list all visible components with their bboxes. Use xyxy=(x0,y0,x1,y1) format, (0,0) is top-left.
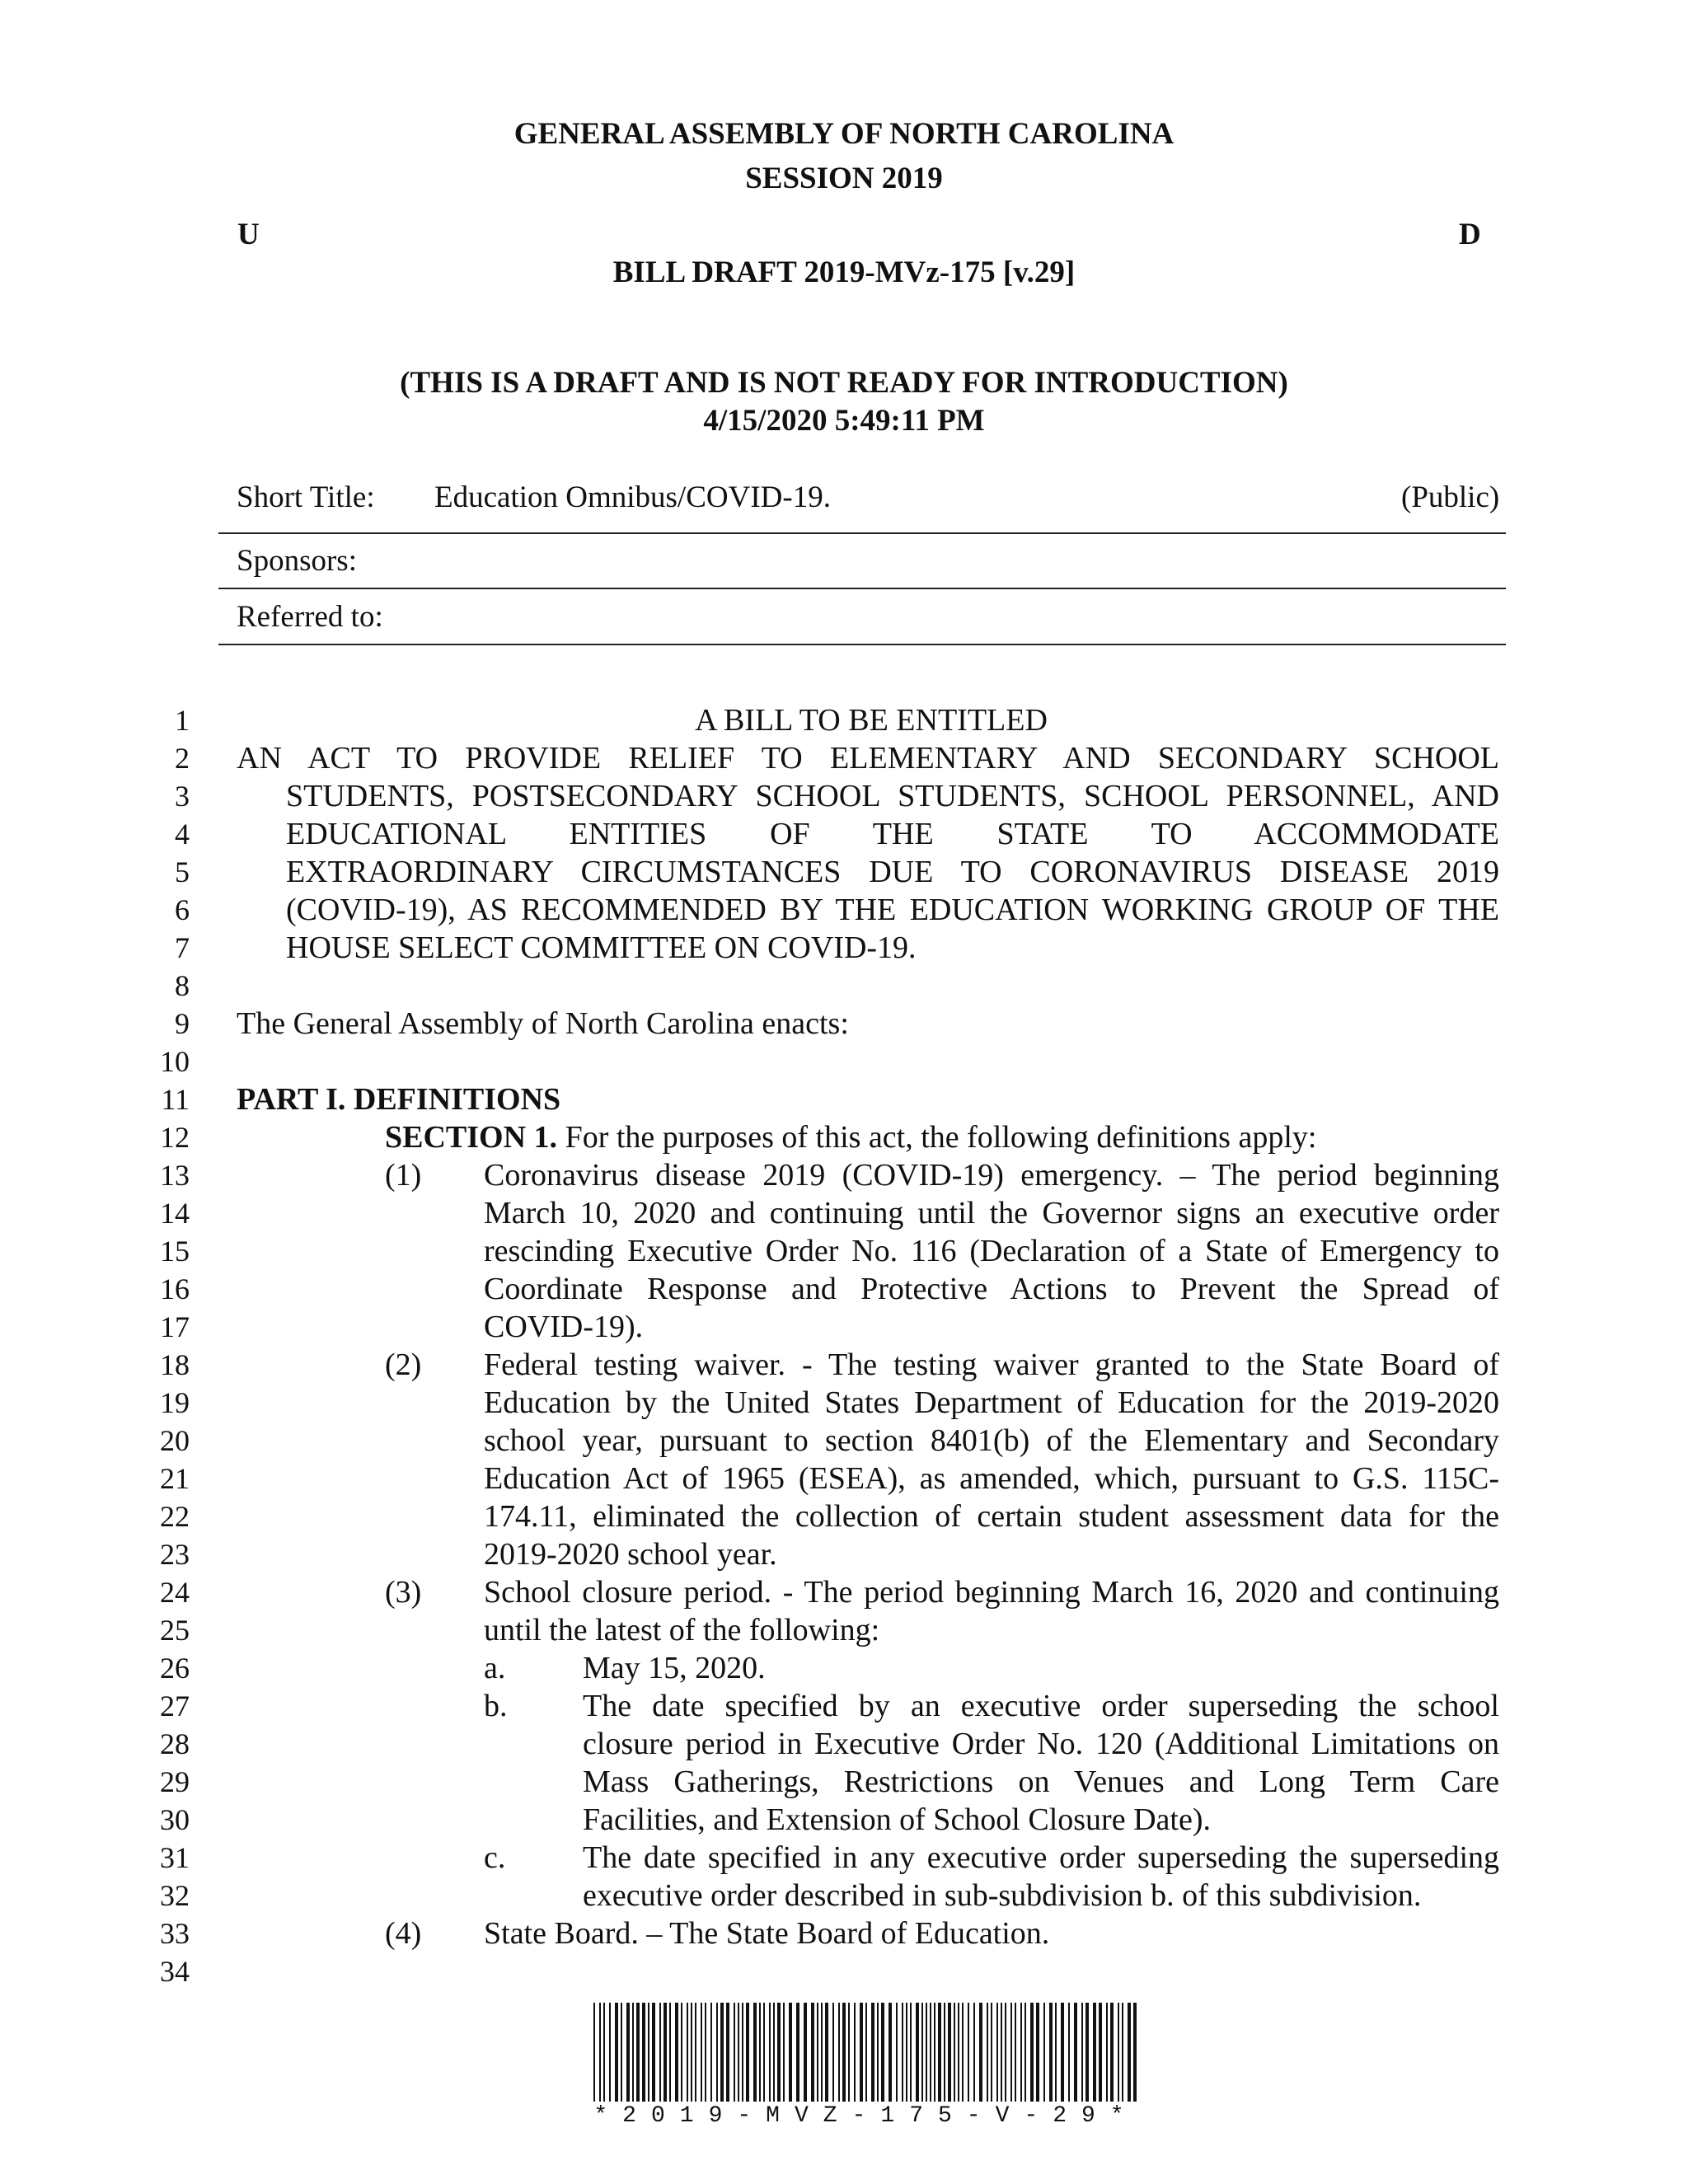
definition-line: Facilities, and Extension of School Closure Date). xyxy=(583,1802,1211,1837)
line-number: 16 xyxy=(160,1272,190,1305)
barcode-bar xyxy=(991,2003,992,2102)
barcode-text: *2019-MVZ-175-V-29* xyxy=(593,2103,1139,2129)
barcode-bar xyxy=(663,2003,667,2102)
barcode-bar xyxy=(599,2003,601,2102)
barcode-bar xyxy=(773,2003,775,2102)
barcode-bar xyxy=(1055,2003,1057,2102)
act-title-line: HOUSE SELECT COMMITTEE ON COVID-19. xyxy=(286,930,917,965)
sub-subdivision-marker: c. xyxy=(484,1840,506,1875)
barcode-bar xyxy=(1081,2003,1083,2102)
barcode-bar xyxy=(877,2003,879,2102)
barcode-bar xyxy=(1001,2003,1002,2102)
barcode-bar xyxy=(659,2003,661,2102)
barcode-bar xyxy=(910,2003,912,2102)
definition-line: closure period in Executive Order No. 120 (Additional Limitations on xyxy=(583,1727,1499,1761)
barcode-bar xyxy=(906,2003,907,2102)
barcode-bar xyxy=(753,2003,757,2102)
barcode-bar xyxy=(726,2003,729,2102)
line-number: 27 xyxy=(160,1690,190,1722)
line-number: 9 xyxy=(175,1007,190,1040)
line-number: 3 xyxy=(175,780,190,813)
barcode-bar xyxy=(1043,2003,1045,2102)
barcode-bar xyxy=(1110,2003,1114,2102)
line-number: 18 xyxy=(160,1348,190,1381)
definition-line: The date specified by an executive order superseding the school xyxy=(583,1689,1499,1723)
definition-line: until the latest of the following: xyxy=(484,1613,880,1647)
barcode-bar xyxy=(675,2003,678,2102)
barcode-bar xyxy=(962,2003,964,2102)
definition-line: rescinding Executive Order No. 116 (Declaration of a State of Emergency to xyxy=(484,1234,1499,1268)
barcode-bar xyxy=(896,2003,898,2102)
sub-subdivision-marker: a. xyxy=(484,1651,506,1685)
barcode-bar xyxy=(769,2003,771,2102)
barcode-bar xyxy=(783,2003,785,2102)
line-number: 8 xyxy=(175,969,190,1002)
line-number: 22 xyxy=(160,1500,190,1533)
barcode-bar xyxy=(636,2003,640,2102)
barcode-bar xyxy=(804,2003,807,2102)
line-number: 4 xyxy=(175,818,190,851)
subdivision-marker: (4) xyxy=(385,1916,422,1951)
barcode-bar xyxy=(979,2003,982,2102)
barcode-bar xyxy=(921,2003,923,2102)
barcode-bar xyxy=(881,2003,884,2102)
barcode-bar xyxy=(838,2003,840,2102)
line-number: 21 xyxy=(160,1462,190,1495)
barcode-bar xyxy=(811,2003,814,2102)
referred-label: Referred to: xyxy=(237,600,383,634)
barcode-bar xyxy=(825,2003,828,2102)
barcode-bar xyxy=(593,2003,595,2102)
line-number: 32 xyxy=(160,1879,190,1912)
barcode-bar xyxy=(742,2003,743,2102)
line-number: 30 xyxy=(160,1803,190,1836)
barcode-bar xyxy=(1093,2003,1096,2102)
barcode-bar xyxy=(934,2003,935,2102)
barcode-bar xyxy=(1074,2003,1077,2102)
barcode-bar xyxy=(958,2003,959,2102)
section-intro-text: For the purposes of this act, the following definitions apply: xyxy=(557,1120,1317,1155)
barcode-bar xyxy=(777,2003,781,2102)
barcode-bar xyxy=(652,2003,655,2102)
definition-line: 2019-2020 school year. xyxy=(484,1537,777,1572)
barcode-bar xyxy=(871,2003,874,2102)
barcode-bar xyxy=(1010,2003,1012,2102)
bill-heading: A BILL TO BE ENTITLED xyxy=(695,703,1048,738)
line-number: 2 xyxy=(175,742,190,775)
sponsors-label: Sponsors: xyxy=(237,544,357,578)
barcode-bar xyxy=(1133,2003,1137,2102)
barcode-bar xyxy=(1061,2003,1064,2102)
assembly-title: GENERAL ASSEMBLY OF NORTH CAROLINA xyxy=(513,117,1175,151)
section-label: SECTION 1. xyxy=(385,1120,558,1155)
barcode-bar xyxy=(734,2003,735,2102)
definition-line: Education Act of 1965 (ESEA), as amended, which, pursuant to G.S. 115C- xyxy=(484,1461,1499,1496)
definition-line: executive order described in sub-subdivision b. of this subdivision. xyxy=(583,1878,1422,1913)
barcode-bar xyxy=(1106,2003,1108,2102)
barcode-bar xyxy=(796,2003,799,2102)
enacting-clause: The General Assembly of North Carolina enacts: xyxy=(237,1006,849,1041)
barcode-bar xyxy=(1049,2003,1053,2102)
barcode-bar xyxy=(695,2003,696,2102)
line-number: 12 xyxy=(160,1121,190,1154)
barcode-bar xyxy=(968,2003,969,2102)
definition-line: Coordinate Response and Protective Actions to Prevent the Spread of xyxy=(484,1272,1499,1306)
subdivision-marker: (1) xyxy=(385,1158,422,1193)
barcode-bar xyxy=(926,2003,927,2102)
barcode-bar xyxy=(626,2003,630,2102)
barcode-bar xyxy=(1099,2003,1102,2102)
line-number: 24 xyxy=(160,1576,190,1609)
barcode-bar xyxy=(1020,2003,1022,2102)
barcode-bar xyxy=(1025,2003,1026,2102)
barcode-bar xyxy=(944,2003,945,2102)
definition-line: The date specified in any executive order superseding the superseding xyxy=(583,1840,1499,1875)
barcode-bar xyxy=(716,2003,718,2102)
barcode-bar xyxy=(996,2003,998,2102)
barcode-bar xyxy=(603,2003,605,2102)
act-title-line: EDUCATIONAL ENTITIES OF THE STATE TO ACCOMMODATE xyxy=(286,817,1499,851)
short-title-label: Short Title: xyxy=(237,480,375,514)
line-number: 26 xyxy=(160,1652,190,1685)
definition-line: State Board. – The State Board of Education. xyxy=(484,1916,1050,1951)
divider xyxy=(218,644,1506,645)
divider xyxy=(218,532,1506,534)
barcode-bar xyxy=(889,2003,892,2102)
barcode-bar xyxy=(691,2003,692,2102)
barcode-bar xyxy=(948,2003,951,2102)
line-number: 6 xyxy=(175,893,190,926)
barcode-bar xyxy=(854,2003,856,2102)
barcode-bar xyxy=(821,2003,823,2102)
act-title-line: STUDENTS, POSTSECONDARY SCHOOL STUDENTS, SCHOOL PERSONNEL, AND xyxy=(286,779,1499,813)
barcode-bar xyxy=(848,2003,850,2102)
left-code: U xyxy=(237,218,260,251)
definition-line: 174.11, eliminated the collection of certain student assessment data for the xyxy=(484,1499,1499,1534)
barcode-bar xyxy=(817,2003,818,2102)
definition-line: March 10, 2020 and continuing until the Governor signs an executive order xyxy=(484,1196,1499,1230)
line-number: 19 xyxy=(160,1386,190,1419)
line-number: 5 xyxy=(175,855,190,888)
line-number: 20 xyxy=(160,1424,190,1457)
line-number: 13 xyxy=(160,1159,190,1192)
barcode-bar xyxy=(916,2003,919,2102)
barcode-bar xyxy=(1030,2003,1034,2102)
line-number: 28 xyxy=(160,1727,190,1760)
definition-line: May 15, 2020. xyxy=(583,1651,766,1685)
barcode-bar xyxy=(642,2003,645,2102)
barcode-bar xyxy=(938,2003,941,2102)
barcode-bar xyxy=(842,2003,846,2102)
definition-line: Mass Gatherings, Restrictions on Venues and Long Term Care xyxy=(583,1765,1499,1799)
barcode-bar xyxy=(930,2003,931,2102)
barcode-bar xyxy=(1005,2003,1006,2102)
line-number: 7 xyxy=(175,931,190,964)
barcode-bar xyxy=(632,2003,634,2102)
line-number: 14 xyxy=(160,1197,190,1230)
barcode-bar xyxy=(954,2003,955,2102)
subdivision-marker: (2) xyxy=(385,1347,422,1382)
section-intro xyxy=(385,1118,1316,1156)
barcode-bar xyxy=(1128,2003,1131,2102)
barcode-bar xyxy=(1122,2003,1123,2102)
barcode-bar xyxy=(1068,2003,1070,2102)
barcode-bar xyxy=(681,2003,682,2102)
line-number: 25 xyxy=(160,1614,190,1647)
sub-subdivision-marker: b. xyxy=(484,1689,508,1723)
barcode-bar xyxy=(973,2003,975,2102)
act-title-line: (COVID-19), AS RECOMMENDED BY THE EDUCATION WORKING GROUP OF THE xyxy=(286,893,1499,927)
draft-id: BILL DRAFT 2019-MVz-175 [v.29] xyxy=(612,255,1076,289)
definition-line: school year, pursuant to section 8401(b) of the Elementary and Secondary xyxy=(484,1423,1499,1458)
barcode-bar xyxy=(705,2003,706,2102)
barcode-bar xyxy=(860,2003,863,2102)
barcode-bar xyxy=(832,2003,834,2102)
right-code: D xyxy=(1459,218,1481,251)
barcode-bar xyxy=(648,2003,649,2102)
line-number: 1 xyxy=(175,704,190,737)
barcode-bar xyxy=(902,2003,903,2102)
barcode-bar xyxy=(687,2003,688,2102)
barcode-bar xyxy=(1036,2003,1039,2102)
barcode-bar xyxy=(1085,2003,1089,2102)
subdivision-marker: (3) xyxy=(385,1575,422,1610)
line-number: 33 xyxy=(160,1917,190,1950)
barcode-bar xyxy=(865,2003,867,2102)
part-heading: PART I. DEFINITIONS xyxy=(237,1082,561,1117)
barcode-bar xyxy=(701,2003,702,2102)
divider xyxy=(218,588,1506,589)
barcode-bar xyxy=(615,2003,618,2102)
barcode-bar xyxy=(720,2003,724,2102)
barcode-bar xyxy=(746,2003,749,2102)
definition-line: Federal testing waiver. - The testing waiver granted to the State Board of xyxy=(484,1347,1499,1382)
short-title-type: (Public) xyxy=(1401,480,1500,514)
definition-line: School closure period. - The period beginning March 16, 2020 and continuing xyxy=(484,1575,1499,1610)
line-number: 31 xyxy=(160,1841,190,1874)
barcode-bar xyxy=(1118,2003,1119,2102)
barcode-bar xyxy=(710,2003,712,2102)
barcode-bar xyxy=(609,2003,611,2102)
barcode xyxy=(593,2003,1139,2102)
barcode-bar xyxy=(987,2003,988,2102)
act-title-line: EXTRAORDINARY CIRCUMSTANCES DUE TO CORONAVIRUS DISEASE 2019 xyxy=(286,855,1499,889)
barcode-bar xyxy=(669,2003,671,2102)
barcode-bar xyxy=(789,2003,792,2102)
line-number: 10 xyxy=(160,1045,190,1078)
draft-timestamp: 4/15/2020 5:49:11 PM xyxy=(703,404,985,438)
definition-line: Coronavirus disease 2019 (COVID-19) emergency. – The period beginning xyxy=(484,1158,1499,1193)
line-number: 34 xyxy=(160,1955,190,1988)
short-title-value: Education Omnibus/COVID-19. xyxy=(434,480,831,514)
barcode-bar xyxy=(738,2003,739,2102)
line-number: 11 xyxy=(161,1083,190,1116)
barcode-bar xyxy=(1015,2003,1016,2102)
line-number: 17 xyxy=(160,1310,190,1343)
draft-notice: (THIS IS A DRAFT AND IS NOT READY FOR INTRODUCTION) xyxy=(400,366,1288,400)
line-number: 23 xyxy=(160,1538,190,1571)
act-title-line: AN ACT TO PROVIDE RELIEF TO ELEMENTARY AND SECONDARY SCHOOL xyxy=(237,741,1499,776)
barcode-bar xyxy=(759,2003,761,2102)
line-number: 15 xyxy=(160,1235,190,1268)
session-title: SESSION 2019 xyxy=(745,162,943,195)
barcode-bar xyxy=(763,2003,765,2102)
line-number: 29 xyxy=(160,1765,190,1798)
barcode-bar xyxy=(621,2003,622,2102)
definition-line: COVID-19). xyxy=(484,1310,644,1344)
definition-line: Education by the United States Department of Education for the 2019-2020 xyxy=(484,1385,1499,1420)
